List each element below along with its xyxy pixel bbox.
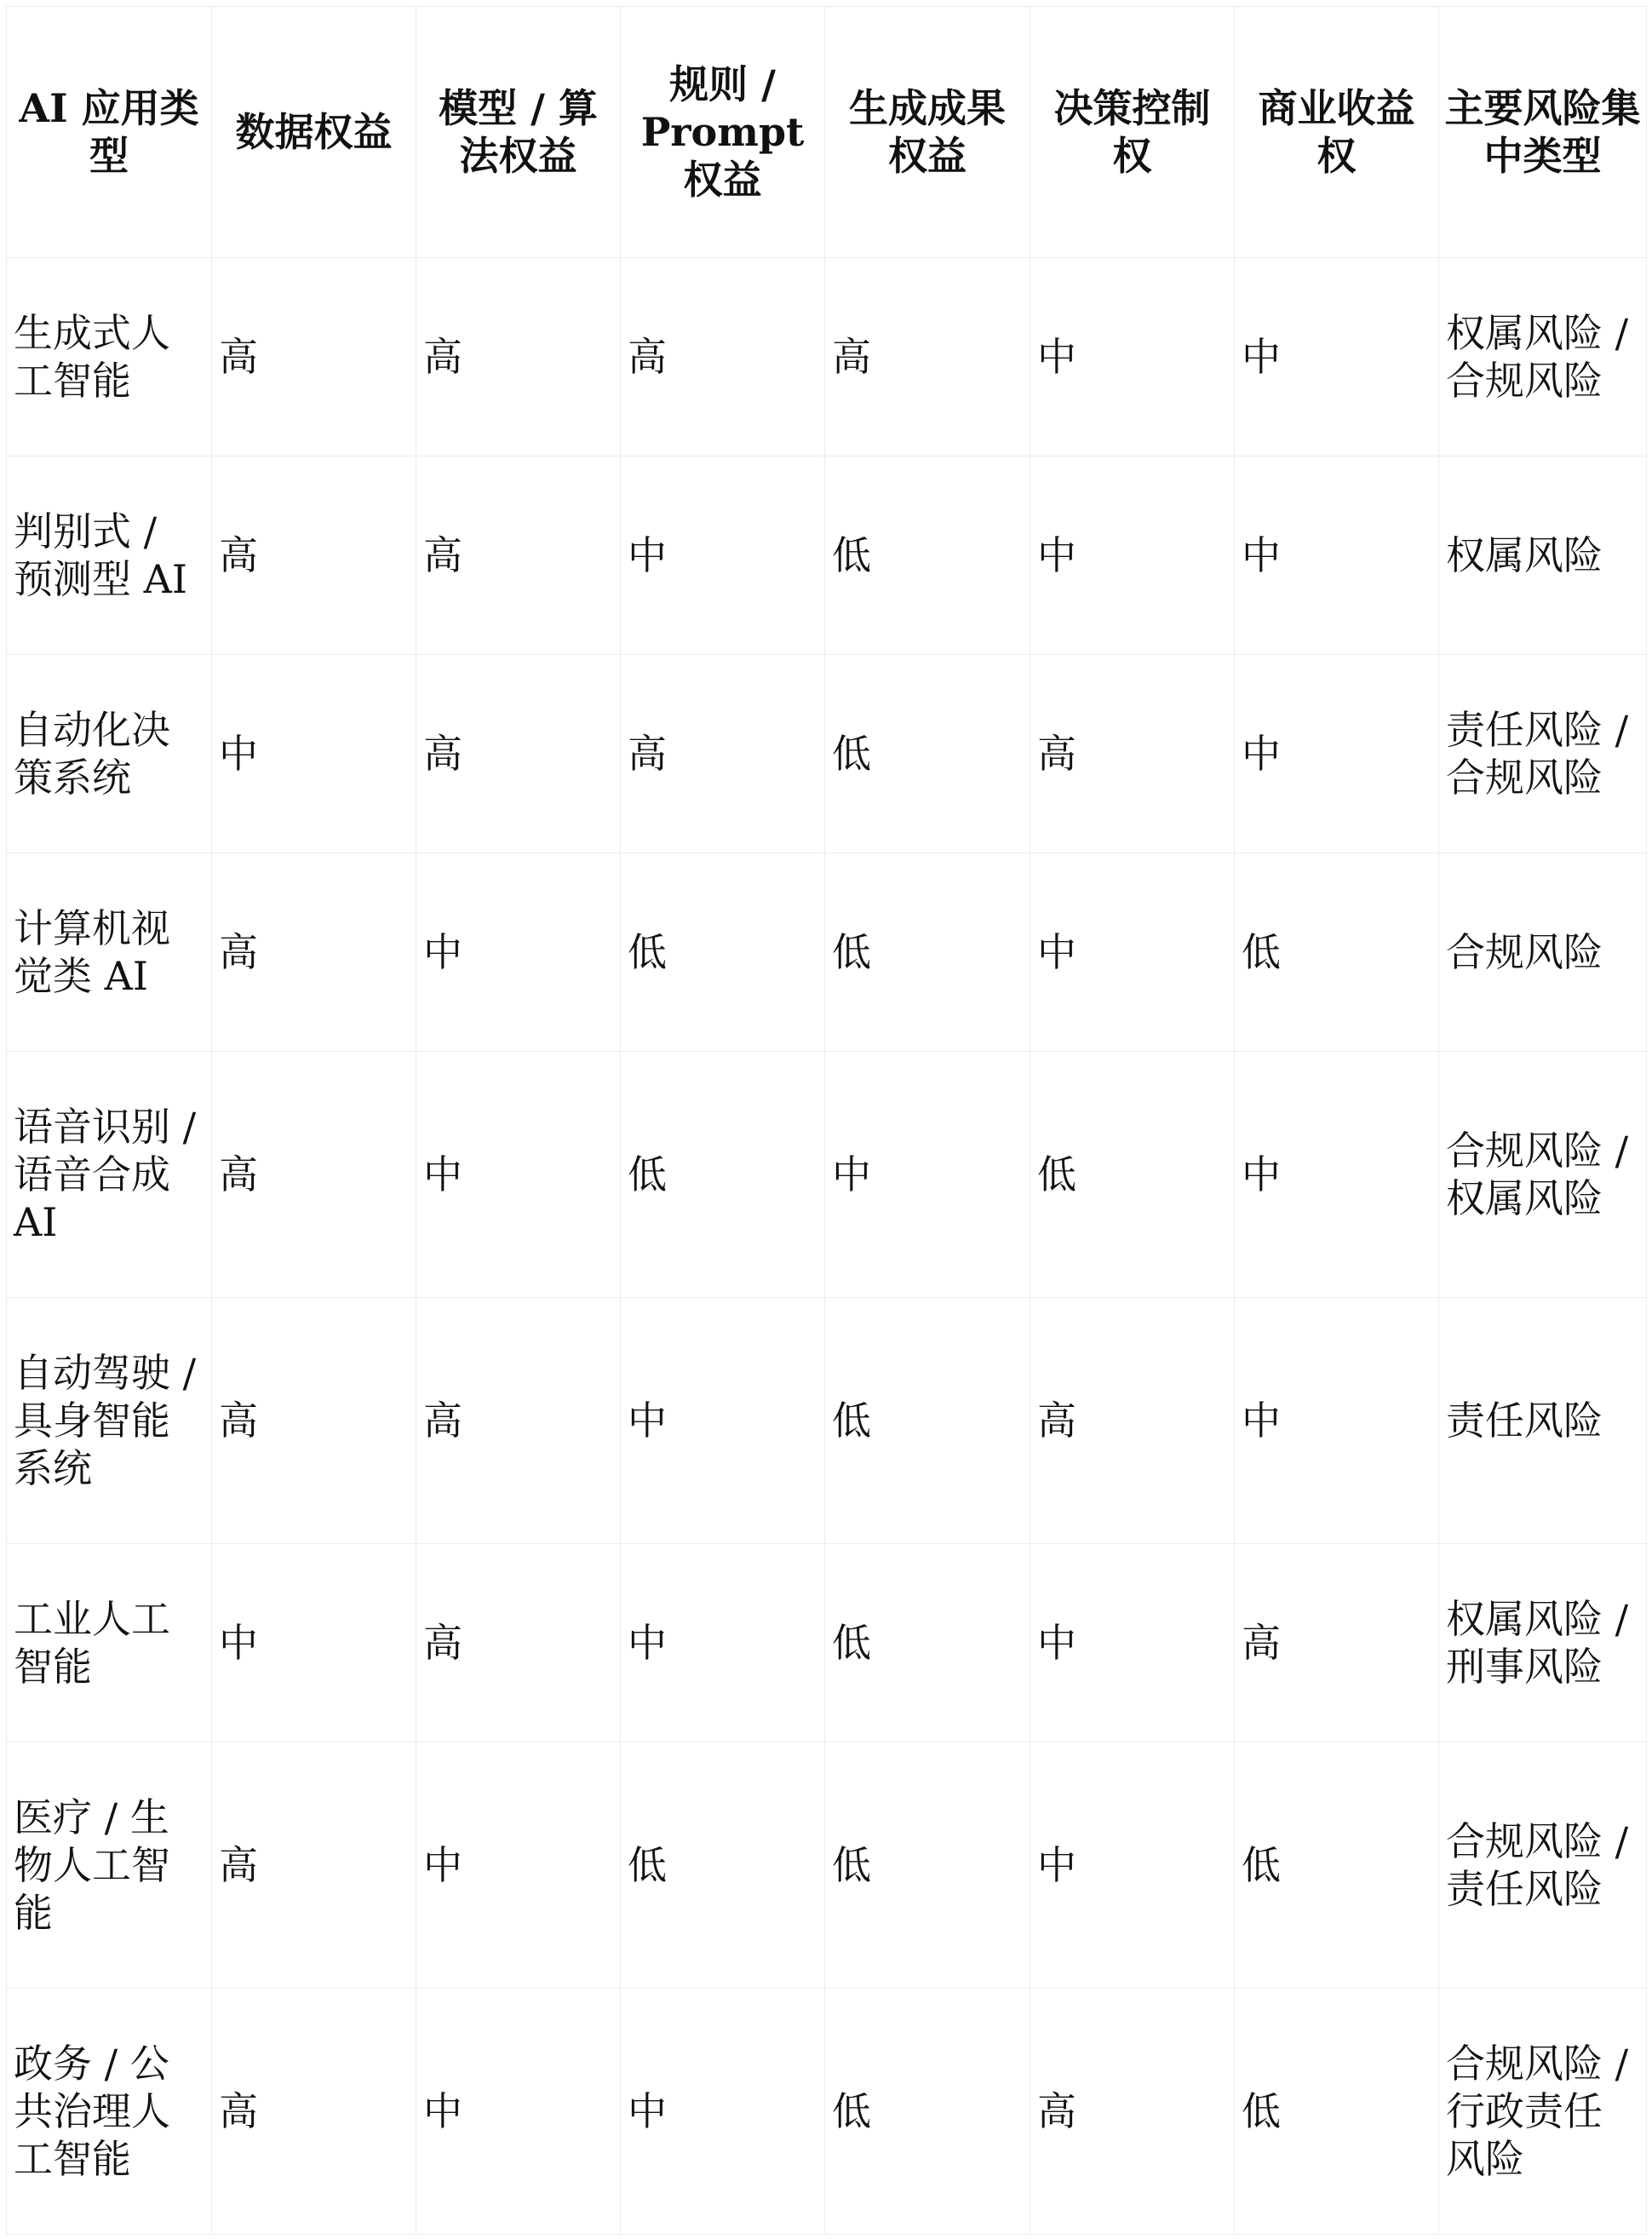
cell-prompt-rights: 低: [621, 1742, 825, 1989]
table-row: [7, 853, 1647, 1052]
table-row: [7, 1298, 1647, 1544]
cell-commercial-revenue: 高: [1235, 1544, 1439, 1742]
cell-data-rights: 高: [212, 1052, 416, 1298]
cell-ai-type: 判别式 / 预测型 AI: [7, 456, 212, 655]
cell-main-risk: 责任风险: [1439, 1298, 1647, 1544]
table-row: [7, 1052, 1647, 1298]
cell-ai-type: 政务 / 公共治理人工智能: [7, 1989, 212, 2235]
header-prompt-rights: 规则 / Prompt 权益: [621, 7, 825, 258]
table-row: [7, 1989, 1647, 2235]
cell-output-rights: 高: [825, 258, 1030, 456]
header-commercial-revenue: 商业收益权: [1235, 7, 1439, 258]
cell-commercial-revenue: 中: [1235, 655, 1439, 853]
cell-commercial-revenue: 低: [1235, 1742, 1439, 1989]
cell-main-risk: 合规风险: [1439, 853, 1647, 1052]
header-data-rights: 数据权益: [212, 7, 416, 258]
cell-data-rights: 高: [212, 258, 416, 456]
cell-output-rights: 低: [825, 853, 1030, 1052]
cell-decision-control: 中: [1030, 456, 1235, 655]
cell-commercial-revenue: 中: [1235, 1052, 1439, 1298]
cell-decision-control: 高: [1030, 1298, 1235, 1544]
cell-decision-control: 高: [1030, 655, 1235, 853]
table-header-row: [7, 7, 1647, 258]
cell-model-rights: 中: [416, 853, 621, 1052]
header-output-rights: 生成成果权益: [825, 7, 1030, 258]
cell-main-risk: 责任风险 / 合规风险: [1439, 655, 1647, 853]
cell-data-rights: 高: [212, 456, 416, 655]
cell-commercial-revenue: 低: [1235, 853, 1439, 1052]
table-row: [7, 1544, 1647, 1742]
cell-output-rights: 中: [825, 1052, 1030, 1298]
cell-data-rights: 中: [212, 655, 416, 853]
cell-commercial-revenue: 低: [1235, 1989, 1439, 2235]
cell-output-rights: 低: [825, 1989, 1030, 2235]
cell-ai-type: 自动驾驶 / 具身智能系统: [7, 1298, 212, 1544]
cell-prompt-rights: 低: [621, 1052, 825, 1298]
cell-decision-control: 高: [1030, 1989, 1235, 2235]
cell-data-rights: 中: [212, 1544, 416, 1742]
cell-data-rights: 高: [212, 1298, 416, 1544]
cell-data-rights: 高: [212, 1742, 416, 1989]
cell-main-risk: 权属风险 / 合规风险: [1439, 258, 1647, 456]
cell-model-rights: 高: [416, 655, 621, 853]
cell-model-rights: 中: [416, 1989, 621, 2235]
cell-decision-control: 中: [1030, 258, 1235, 456]
ai-rights-risk-table: [6, 6, 1647, 2235]
cell-ai-type: 医疗 / 生物人工智能: [7, 1742, 212, 1989]
cell-output-rights: 低: [825, 1544, 1030, 1742]
cell-data-rights: 高: [212, 853, 416, 1052]
cell-prompt-rights: 中: [621, 1989, 825, 2235]
cell-main-risk: 权属风险: [1439, 456, 1647, 655]
cell-prompt-rights: 高: [621, 655, 825, 853]
header-main-risk: 主要风险集中类型: [1439, 7, 1647, 258]
cell-model-rights: 中: [416, 1052, 621, 1298]
cell-prompt-rights: 中: [621, 1544, 825, 1742]
cell-main-risk: 合规风险 / 责任风险: [1439, 1742, 1647, 1989]
cell-commercial-revenue: 中: [1235, 258, 1439, 456]
cell-ai-type: 生成式人工智能: [7, 258, 212, 456]
cell-model-rights: 中: [416, 1742, 621, 1989]
cell-main-risk: 权属风险 / 刑事风险: [1439, 1544, 1647, 1742]
cell-output-rights: 低: [825, 1742, 1030, 1989]
cell-output-rights: 低: [825, 456, 1030, 655]
cell-ai-type: 自动化决策系统: [7, 655, 212, 853]
table-row: [7, 1742, 1647, 1989]
cell-model-rights: 高: [416, 1544, 621, 1742]
cell-output-rights: 低: [825, 1298, 1030, 1544]
cell-main-risk: 合规风险 / 权属风险: [1439, 1052, 1647, 1298]
cell-model-rights: 高: [416, 1298, 621, 1544]
cell-ai-type: 语音识别 / 语音合成 AI: [7, 1052, 212, 1298]
cell-ai-type: 计算机视觉类 AI: [7, 853, 212, 1052]
header-decision-control: 决策控制权: [1030, 7, 1235, 258]
cell-output-rights: 低: [825, 655, 1030, 853]
cell-decision-control: 中: [1030, 853, 1235, 1052]
cell-prompt-rights: 中: [621, 456, 825, 655]
cell-commercial-revenue: 中: [1235, 1298, 1439, 1544]
cell-decision-control: 中: [1030, 1544, 1235, 1742]
table-row: [7, 258, 1647, 456]
cell-model-rights: 高: [416, 258, 621, 456]
cell-decision-control: 中: [1030, 1742, 1235, 1989]
cell-ai-type: 工业人工智能: [7, 1544, 212, 1742]
cell-prompt-rights: 中: [621, 1298, 825, 1544]
cell-commercial-revenue: 中: [1235, 456, 1439, 655]
table-row: [7, 655, 1647, 853]
cell-model-rights: 高: [416, 456, 621, 655]
header-model-rights: 模型 / 算法权益: [416, 7, 621, 258]
cell-prompt-rights: 高: [621, 258, 825, 456]
cell-prompt-rights: 低: [621, 853, 825, 1052]
table-row: [7, 456, 1647, 655]
cell-main-risk: 合规风险 / 行政责任风险: [1439, 1989, 1647, 2235]
cell-decision-control: 低: [1030, 1052, 1235, 1298]
header-ai-type: AI 应用类型: [7, 7, 212, 258]
cell-data-rights: 高: [212, 1989, 416, 2235]
